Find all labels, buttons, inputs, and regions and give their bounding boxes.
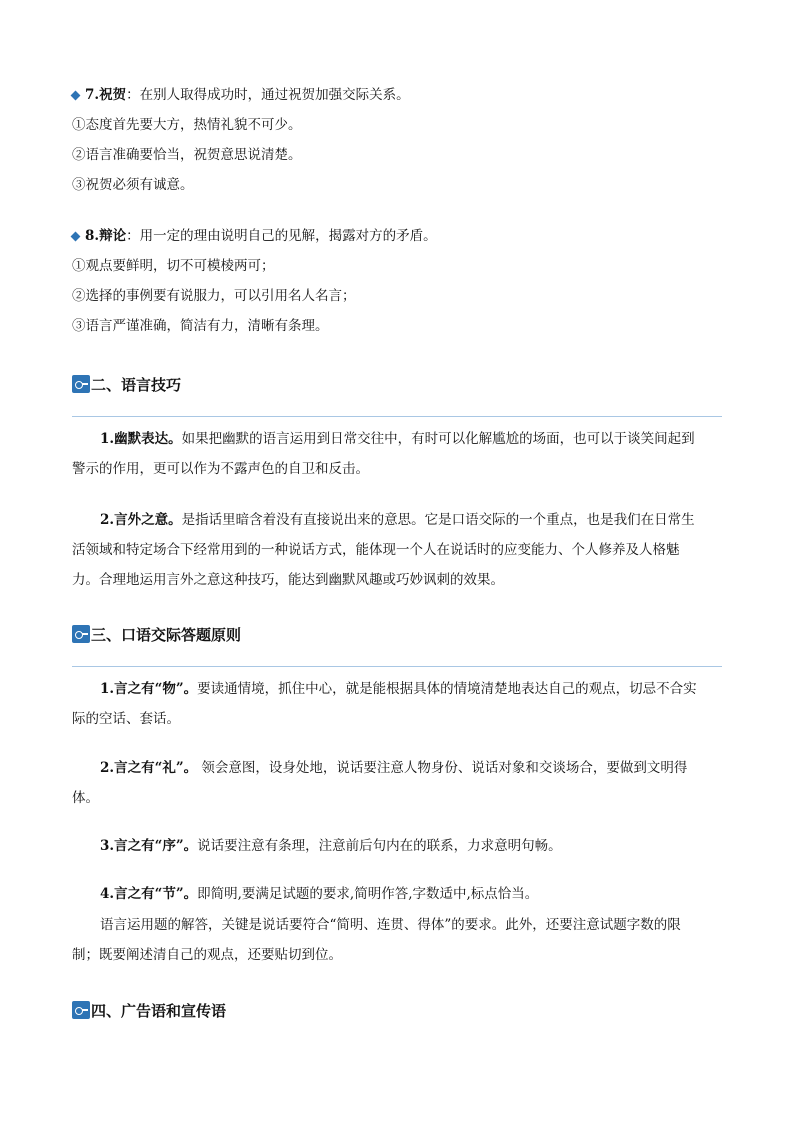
section-3-divider [72, 666, 722, 667]
item-7-point-3: ③祝贺必须有诚意。 [72, 177, 194, 193]
section-2-paragraph-2: 2.言外之意。是指话里暗含着没有直接说出来的意思。它是口语交际的一个重点，也是我们在日常生 活领域和特定场合下经常用到的一种说话方式，能体现一个人在说话时的应变能力、个人修养及人格魅 力。合理地运用言外之意这种技巧，能达到幽默风趣或巧妙讽刺的效果。 [72, 512, 695, 588]
section-3-paragraph-5: 语言运用题的解答，关键是说话要符合“简明、连贯、得体”的要求。此外，还要注意试题字数的限 制；既要阐述清自己的观点，还要贴切到位。 [72, 917, 681, 963]
link-icon [72, 1001, 90, 1019]
item-7-block [72, 80, 722, 200]
section-4-heading-text: 四、广告语和宣传语 [91, 1001, 227, 1020]
item-8-block [72, 221, 722, 341]
item-8-title: 8.辩论 [85, 228, 127, 244]
section-2-heading-text: 二、语言技巧 [91, 375, 182, 394]
section-4-heading [72, 996, 722, 1024]
diamond-bullet-icon [71, 90, 81, 100]
section-3-heading-text: 三、口语交际答题原则 [91, 625, 242, 644]
item-8-point-2: ②选择的事例要有说服力，可以引用名人名言； [72, 288, 356, 304]
section-3-paragraph-3: 3.言之有“序”。说话要注意有条理，注意前后句内在的联系，力求意明句畅。 [100, 838, 562, 854]
item-7-header [46, 80, 722, 110]
section-3-paragraph-2: 2.言之有“礼”。 领会意图，设身处地，说话要注意人物身份、说话对象和交谈场合，要做到文明得 体。 [72, 760, 688, 806]
humor-title: 1.幽默表达。 [100, 431, 182, 447]
item-7-title: 7.祝贺 [85, 87, 127, 103]
section-2-heading [72, 370, 722, 398]
section-3-heading [72, 620, 722, 648]
item-7-point-2: ②语言准确要恰当，祝贺意思说清楚。 [72, 147, 302, 163]
link-icon [72, 625, 90, 643]
implication-title: 2.言外之意。 [100, 512, 182, 528]
item-8-point-1: ①观点要鲜明，切不可模棱两可； [72, 258, 275, 274]
item-8-desc: ：用一定的理由说明自己的见解，揭露对方的矛盾。 [126, 228, 437, 244]
section-2-divider [72, 416, 722, 417]
section-3-paragraph-1: 1.言之有“物”。要读通情境，抓住中心，就是能根据具体的情境清楚地表达自己的观点，切忌不合实 际的空话、套话。 [72, 681, 697, 727]
item-7-desc: ：在别人取得成功时，通过祝贺加强交际关系。 [126, 87, 410, 103]
item-8-header [46, 221, 722, 251]
item-7-point-1: ①态度首先要大方，热情礼貌不可少。 [72, 117, 302, 133]
link-icon [72, 375, 90, 393]
section-2-paragraph-1: 1.幽默表达。如果把幽默的语言运用到日常交往中，有时可以化解尴尬的场面，也可以于谈笑间起到 警示的作用，更可以作为不露声色的自卫和反击。 [72, 431, 695, 477]
item-8-point-3: ③语言严谨准确，简洁有力，清晰有条理。 [72, 318, 329, 334]
section-3-paragraph-4: 4.言之有“节”。即简明,要满足试题的要求,简明作答,字数适中,标点恰当。 [100, 886, 539, 902]
diamond-bullet-icon [71, 231, 81, 241]
